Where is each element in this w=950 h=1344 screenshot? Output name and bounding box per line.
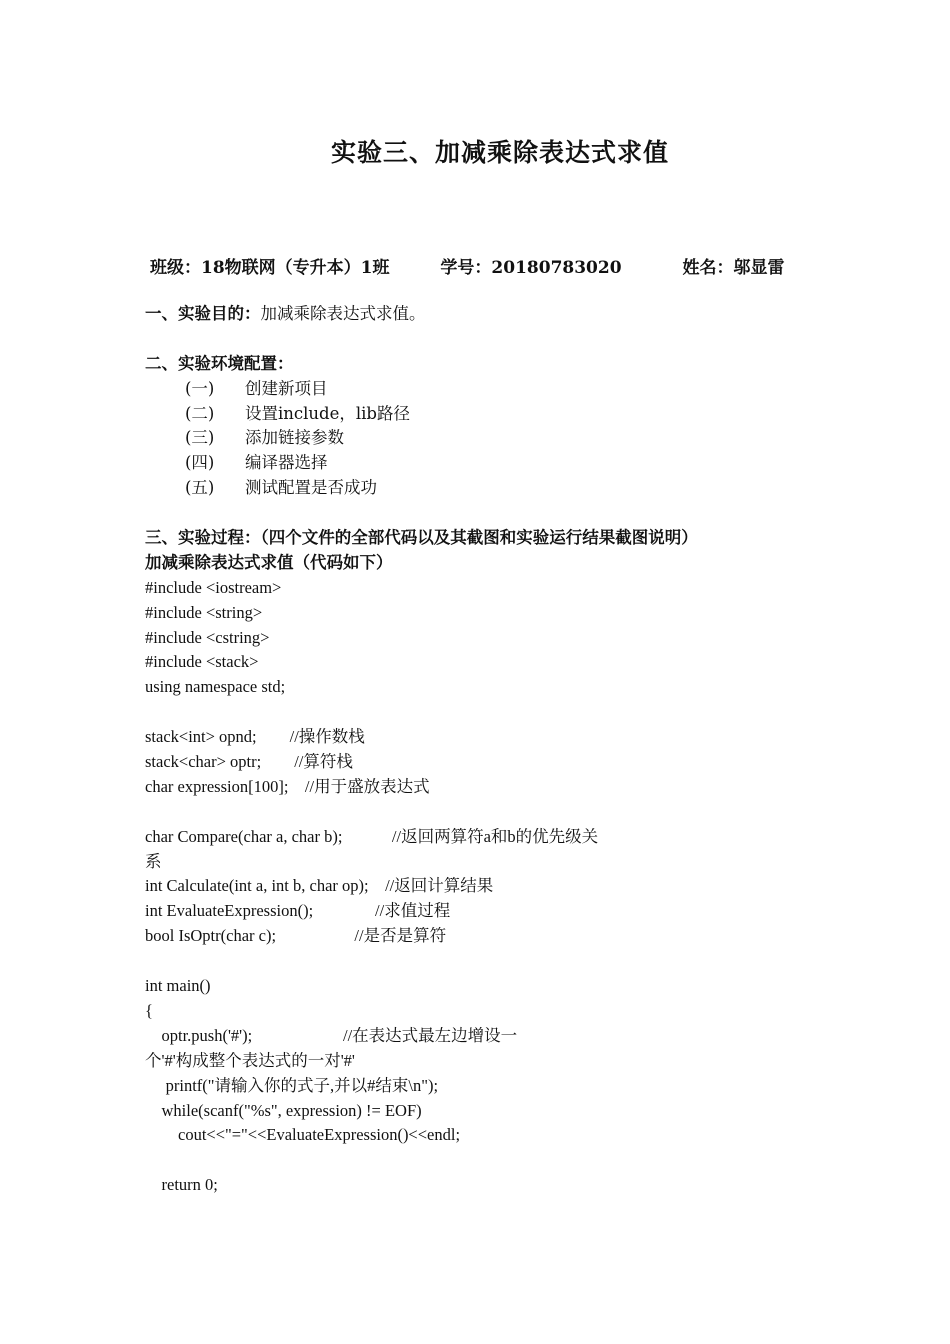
list-item-number: (三) xyxy=(185,428,215,448)
section-purpose-text: 加减乘除表达式求值。 xyxy=(260,304,426,323)
list-item-number: (四) xyxy=(185,453,215,473)
code-line: char expression[100]; //用于盛放表达式 xyxy=(145,776,430,796)
class-info: 班级：18物联网（专升本）1班 xyxy=(150,258,390,278)
list-item-text: 测试配置是否成功 xyxy=(245,478,377,498)
student-name-info: 姓名：邬显雷 xyxy=(682,258,785,278)
code-line: #include <stack> xyxy=(145,652,259,672)
list-item-text: 添加链接参数 xyxy=(245,428,344,448)
code-line: optr.push('#'); //在表达式最左边增设一 xyxy=(145,1025,518,1045)
code-line: 个'#'构成整个表达式的一对'#' xyxy=(145,1050,355,1070)
code-line: char Compare(char a, char b); //返回两算符a和b的优先级关 xyxy=(145,826,599,846)
code-line xyxy=(145,949,810,974)
list-item-number: (五) xyxy=(185,478,215,498)
student-info xyxy=(150,253,784,278)
code-line: int EvaluateExpression(); //求值过程 xyxy=(145,901,451,921)
section-env-heading: 二、实验环境配置： xyxy=(145,353,294,373)
document-title: 实验三、加减乘除表达式求值 xyxy=(330,138,669,167)
code-line: #include <string> xyxy=(145,602,263,622)
section-purpose-heading: 一、实验目的： xyxy=(145,304,261,323)
list-item-text: 设置include，lib路径 xyxy=(245,403,410,423)
code-line xyxy=(145,800,810,825)
spacer xyxy=(145,327,810,352)
code-line: #include <cstring> xyxy=(145,627,270,647)
document-body xyxy=(145,302,810,1198)
code-line: int Calculate(int a, int b, char op); //返回计算结果 xyxy=(145,876,494,896)
list-item xyxy=(145,451,810,476)
section-process-heading: 三、实验过程：（四个文件的全部代码以及其截图和实验运行结果截图说明） xyxy=(145,528,698,548)
code-line xyxy=(145,700,810,725)
student-id-info: 学号：20180783020 xyxy=(440,258,622,278)
list-item-number: (二) xyxy=(185,403,215,423)
code-line: { xyxy=(145,1000,153,1020)
list-item xyxy=(145,377,810,402)
code-line: cout<<"="<<EvaluateExpression()<<endl; xyxy=(145,1125,461,1145)
code-line: 系 xyxy=(145,851,162,871)
section-purpose xyxy=(145,302,810,327)
list-item-number: (一) xyxy=(185,378,215,398)
list-item-text: 编译器选择 xyxy=(245,453,328,473)
code-line: int main() xyxy=(145,976,211,996)
code-line: #include <iostream> xyxy=(145,577,282,597)
code-block xyxy=(145,576,810,1198)
code-line: using namespace std; xyxy=(145,677,286,697)
code-line xyxy=(145,1148,810,1173)
code-line: stack<char> optr; //算符栈 xyxy=(145,752,353,772)
list-item xyxy=(145,426,810,451)
code-line: printf("请输入你的式子,并以#结束\n"); xyxy=(145,1075,439,1095)
code-line: while(scanf("%s", expression) != EOF) xyxy=(145,1100,422,1120)
section-process-subheading: 加减乘除表达式求值（代码如下） xyxy=(145,552,393,572)
spacer xyxy=(145,501,810,526)
list-item-text: 创建新项目 xyxy=(245,378,328,398)
code-line: return 0; xyxy=(145,1175,218,1195)
list-item xyxy=(145,402,810,427)
code-line: stack<int> opnd; //操作数栈 xyxy=(145,727,365,747)
code-line: bool IsOptr(char c); //是否是算符 xyxy=(145,926,447,946)
list-item xyxy=(145,476,810,501)
